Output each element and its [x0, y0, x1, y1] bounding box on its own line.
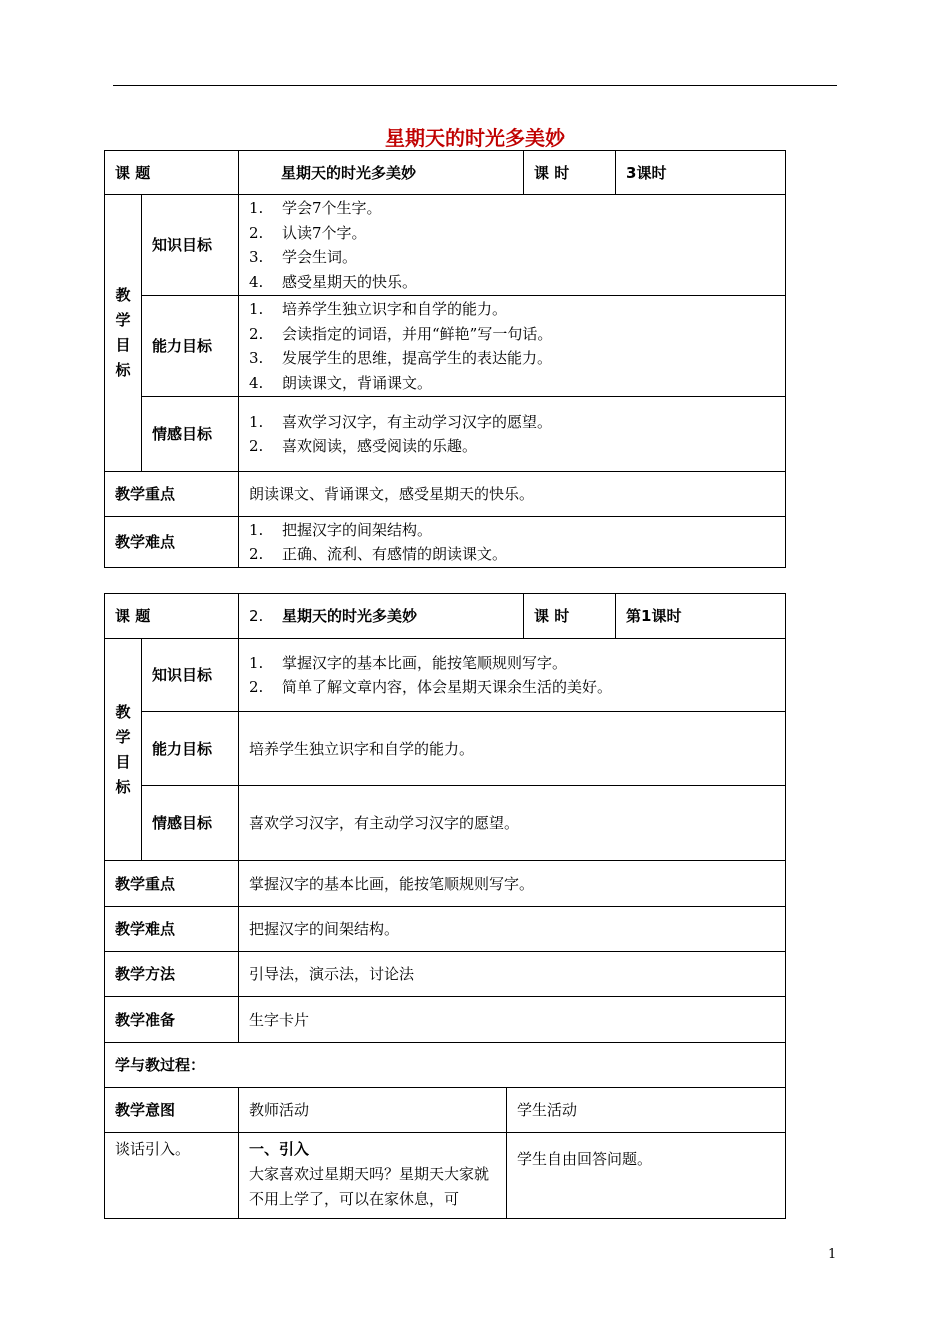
section-heading: 一、引入: [249, 1140, 310, 1158]
topic-value: 2. 星期天的时光多美妙: [239, 594, 524, 639]
teaching-goals-label: 教 学 目 标: [105, 639, 142, 861]
topic-label: 课 题: [105, 151, 239, 195]
emotion-goal-value: 喜欢学习汉字，有主动学习汉字的愿望。: [239, 786, 786, 861]
preparation-value: 生字卡片: [239, 997, 786, 1043]
method-value: 引导法，演示法，讨论法: [239, 952, 786, 997]
ability-goal-list: [239, 296, 786, 397]
topic-value: 星期天的时光多美妙: [239, 151, 524, 195]
difficulty-label: 教学难点: [105, 907, 239, 952]
process-heading: 学与教过程：: [105, 1043, 786, 1088]
key-point-label: 教学重点: [105, 472, 239, 517]
header-rule: [113, 85, 837, 86]
list-item: 1. 培养学生独立识字和自学的能力。: [249, 300, 508, 318]
list-item: 1. 喜欢学习汉字，有主动学习汉字的愿望。: [249, 412, 553, 431]
row-intent: 谈话引入。: [105, 1133, 239, 1219]
list-item: 1. 掌握汉字的基本比画，能按笔顺规则写字。: [249, 653, 568, 672]
document-title: 星期天的时光多美妙: [385, 126, 565, 150]
key-point-value: 朗读课文、背诵课文，感受星期天的快乐。: [239, 472, 786, 517]
list-item: 2. 认读7个字。: [249, 223, 367, 242]
emotion-goal-list: [239, 397, 786, 472]
list-item: 2. 会读指定的词语，并用“鲜艳”写一句话。: [249, 324, 553, 343]
list-item: 2. 简单了解文章内容，体会星期天课余生活的美好。: [249, 678, 613, 696]
list-item: 3. 发展学生的思维，提高学生的表达能力。: [249, 349, 553, 367]
hours-value: 第1课时: [616, 594, 786, 639]
preparation-label: 教学准备: [105, 997, 239, 1043]
list-item: 3. 学会生词。: [249, 248, 358, 266]
page-number: 1: [828, 1247, 837, 1262]
ability-goal-value: 培养学生独立识字和自学的能力。: [239, 712, 786, 786]
ability-goal-label: 能力目标: [142, 712, 239, 786]
key-point-label: 教学重点: [105, 861, 239, 907]
list-item: 4. 朗读课文，背诵课文。: [249, 373, 433, 392]
column-header-intent: 教学意图: [105, 1088, 239, 1133]
knowledge-goal-list: [239, 195, 786, 296]
knowledge-goal-label: 知识目标: [142, 195, 239, 296]
list-item: 1. 学会7个生字。: [249, 199, 382, 217]
key-point-value: 掌握汉字的基本比画，能按笔顺规则写字。: [239, 861, 786, 907]
column-header-student: 学生活动: [507, 1088, 786, 1133]
topic-label: 课 题: [105, 594, 239, 639]
emotion-goal-label: 情感目标: [142, 786, 239, 861]
row-teacher-activity: [239, 1133, 507, 1219]
list-item: 1. 把握汉字的间架结构。: [249, 520, 433, 539]
knowledge-goal-label: 知识目标: [142, 639, 239, 712]
difficulty-list: [239, 517, 786, 568]
teaching-goals-label: 教 学 目 标: [105, 195, 142, 472]
lesson-overview-table: [104, 150, 786, 568]
teacher-text: 大家喜欢过星期天吗？星期天大家就不用上学了，可以在家休息，可: [249, 1165, 490, 1208]
list-item: 2. 喜欢阅读，感受阅读的乐趣。: [249, 437, 478, 455]
emotion-goal-label: 情感目标: [142, 397, 239, 472]
method-label: 教学方法: [105, 952, 239, 997]
knowledge-goal-list: [239, 639, 786, 712]
difficulty-value: 把握汉字的间架结构。: [239, 907, 786, 952]
column-header-teacher: 教师活动: [239, 1088, 507, 1133]
list-item: 4. 感受星期天的快乐。: [249, 272, 418, 291]
difficulty-label: 教学难点: [105, 517, 239, 568]
lesson-one-table: [104, 593, 786, 1219]
ability-goal-label: 能力目标: [142, 296, 239, 397]
hours-label: 课 时: [524, 151, 616, 195]
list-item: 2. 正确、流利、有感情的朗读课文。: [249, 545, 508, 563]
row-student-activity: 学生自由回答问题。: [507, 1133, 786, 1219]
hours-value: 3课时: [616, 151, 786, 195]
hours-label: 课 时: [524, 594, 616, 639]
